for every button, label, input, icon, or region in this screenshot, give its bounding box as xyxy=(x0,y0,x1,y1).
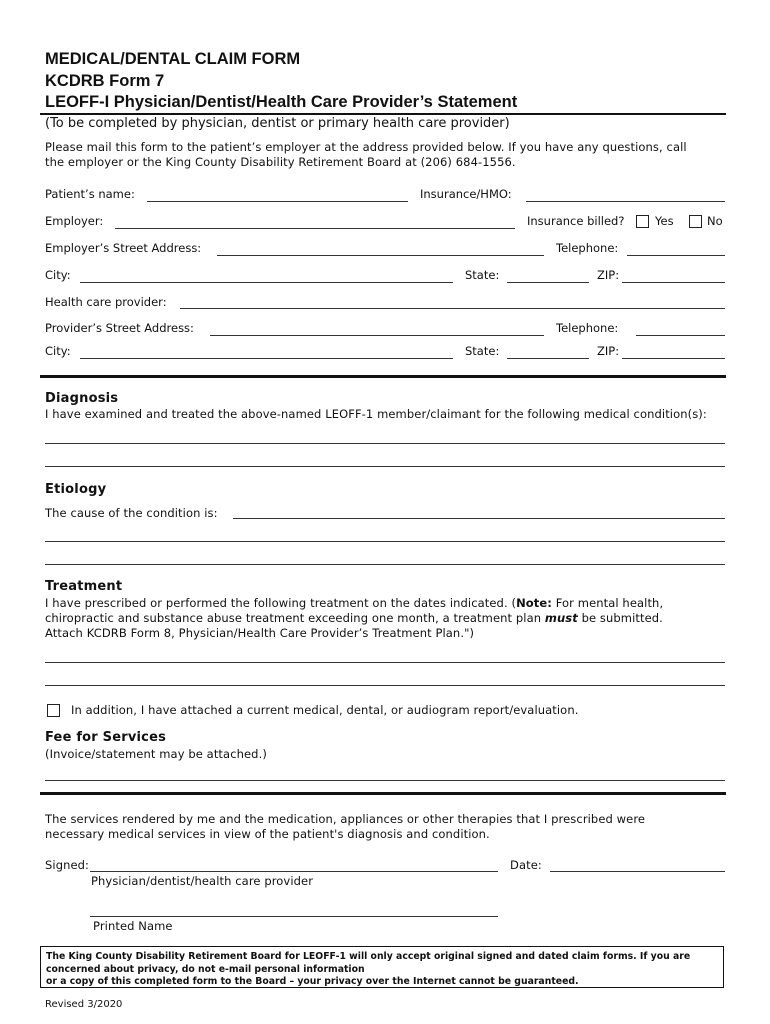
privacy-notice-line-3: or a copy of this completed form to the Board – your privacy over the Internet cannot be guaranteed. xyxy=(46,976,579,987)
employer-field[interactable] xyxy=(115,228,515,229)
date-label: Date: xyxy=(510,858,542,872)
printed-name-label: Printed Name xyxy=(93,919,173,933)
health-care-provider-field[interactable] xyxy=(180,308,725,309)
etiology-label: The cause of the condition is: xyxy=(45,506,218,520)
privacy-notice xyxy=(40,946,724,988)
form-subtitle-title: LEOFF-I Physician/Dentist/Health Care Provider’s Statement xyxy=(45,93,518,111)
treatment-line-2[interactable] xyxy=(45,685,725,686)
etiology-line-2[interactable] xyxy=(45,541,725,542)
diagnosis-text: I have examined and treated the above-named LEOFF-1 member/claimant for the following medical condition(s): xyxy=(45,407,707,421)
attached-report-checkbox[interactable] xyxy=(47,704,60,717)
treatment-text-line-3: Attach KCDRB Form 8, Physician/Health Care Provider’s Treatment Plan.") xyxy=(45,626,475,640)
diagnosis-heading: Diagnosis xyxy=(45,391,119,406)
instructions-line-1: Please mail this form to the patient’s employer at the address provided below. If you have any questions, call xyxy=(45,140,687,154)
treatment-text-line-1 xyxy=(45,596,663,611)
employer-street-label: Employer’s Street Address: xyxy=(45,241,202,255)
health-care-provider-label: Health care provider: xyxy=(45,295,167,309)
patient-name-field[interactable] xyxy=(147,201,408,202)
insurance-billed-no-checkbox[interactable] xyxy=(689,215,702,228)
treatment-text-line-1-start: I have prescribed or performed the following treatment on the dates indicated. ( xyxy=(45,596,517,610)
provider-city-label: City: xyxy=(45,344,71,358)
employer-city-label: City: xyxy=(45,268,71,282)
privacy-notice-line-2: concerned about privacy, do not e-mail personal information xyxy=(46,963,365,975)
fee-line[interactable] xyxy=(45,780,725,781)
insurance-billed-no-label: No xyxy=(707,214,723,228)
employer-street-field[interactable] xyxy=(217,255,544,256)
provider-zip-label: ZIP: xyxy=(597,344,620,358)
provider-state-label: State: xyxy=(465,344,500,358)
signature-field[interactable] xyxy=(90,871,498,872)
form-title: MEDICAL/DENTAL CLAIM FORM xyxy=(45,50,301,68)
employer-label: Employer: xyxy=(45,214,104,228)
privacy-notice-line-1: The King County Disability Retirement Board for LEOFF-1 will only accept original signed and dated claim forms. If you are xyxy=(46,951,691,962)
treatment-line-1[interactable] xyxy=(45,662,725,663)
signer-caption: Physician/dentist/health care provider xyxy=(91,874,314,888)
treatment-heading: Treatment xyxy=(45,579,123,594)
header-rule xyxy=(40,113,726,115)
employer-telephone-label: Telephone: xyxy=(556,241,619,255)
treatment-note-label: Note: xyxy=(516,596,552,610)
diagnosis-line-2[interactable] xyxy=(45,466,725,467)
provider-telephone-field[interactable] xyxy=(636,335,725,336)
revision-date: Revised 3/2020 xyxy=(45,999,123,1010)
provider-street-label: Provider’s Street Address: xyxy=(45,321,194,335)
form-number: KCDRB Form 7 xyxy=(45,72,165,90)
etiology-heading: Etiology xyxy=(45,482,107,497)
attached-report-label: In addition, I have attached a current medical, dental, or audiogram report/evaluation. xyxy=(71,703,579,717)
treatment-text-line-2 xyxy=(45,611,663,626)
fee-subtext: (Invoice/statement may be attached.) xyxy=(45,747,267,761)
etiology-line-1[interactable] xyxy=(233,518,725,519)
provider-telephone-label: Telephone: xyxy=(556,321,619,335)
printed-name-field[interactable] xyxy=(90,916,498,917)
attestation-line-1: The services rendered by me and the medication, appliances or other therapies that I prescribed were xyxy=(45,812,646,826)
section-divider-2 xyxy=(40,792,726,795)
attestation-line-2: necessary medical services in view of the patient's diagnosis and condition. xyxy=(45,827,490,841)
employer-city-field[interactable] xyxy=(80,282,453,283)
diagnosis-line-1[interactable] xyxy=(45,443,725,444)
employer-zip-label: ZIP: xyxy=(597,268,620,282)
treatment-text-line-2-end: be submitted. xyxy=(577,611,663,625)
provider-street-field[interactable] xyxy=(210,335,544,336)
provider-state-field[interactable] xyxy=(507,358,589,359)
treatment-text-line-1-end: For mental health, xyxy=(551,596,664,610)
employer-zip-field[interactable] xyxy=(622,282,725,283)
etiology-line-3[interactable] xyxy=(45,564,725,565)
treatment-text-line-2-start: chiropractic and substance abuse treatment exceeding one month, a treatment plan xyxy=(45,611,545,625)
treatment-must-emphasis: must xyxy=(544,611,578,625)
signed-label: Signed: xyxy=(45,858,90,872)
employer-state-label: State: xyxy=(465,268,500,282)
insurance-hmo-field[interactable] xyxy=(526,201,725,202)
insurance-hmo-label: Insurance/HMO: xyxy=(420,187,512,201)
provider-city-field[interactable] xyxy=(80,358,453,359)
employer-state-field[interactable] xyxy=(507,282,589,283)
date-field[interactable] xyxy=(550,871,725,872)
form-instructions-who: (To be completed by physician, dentist or primary health care provider) xyxy=(45,116,510,131)
fee-heading: Fee for Services xyxy=(45,730,167,745)
insurance-billed-yes-checkbox[interactable] xyxy=(636,215,649,228)
insurance-billed-yes-label: Yes xyxy=(655,214,674,228)
instructions-line-2: the employer or the King County Disability Retirement Board at (206) 684-1556. xyxy=(45,155,516,169)
insurance-billed-label: Insurance billed? xyxy=(527,214,625,228)
employer-telephone-field[interactable] xyxy=(627,255,725,256)
section-divider xyxy=(40,375,726,378)
patient-name-label: Patient’s name: xyxy=(45,187,135,201)
provider-zip-field[interactable] xyxy=(622,358,725,359)
